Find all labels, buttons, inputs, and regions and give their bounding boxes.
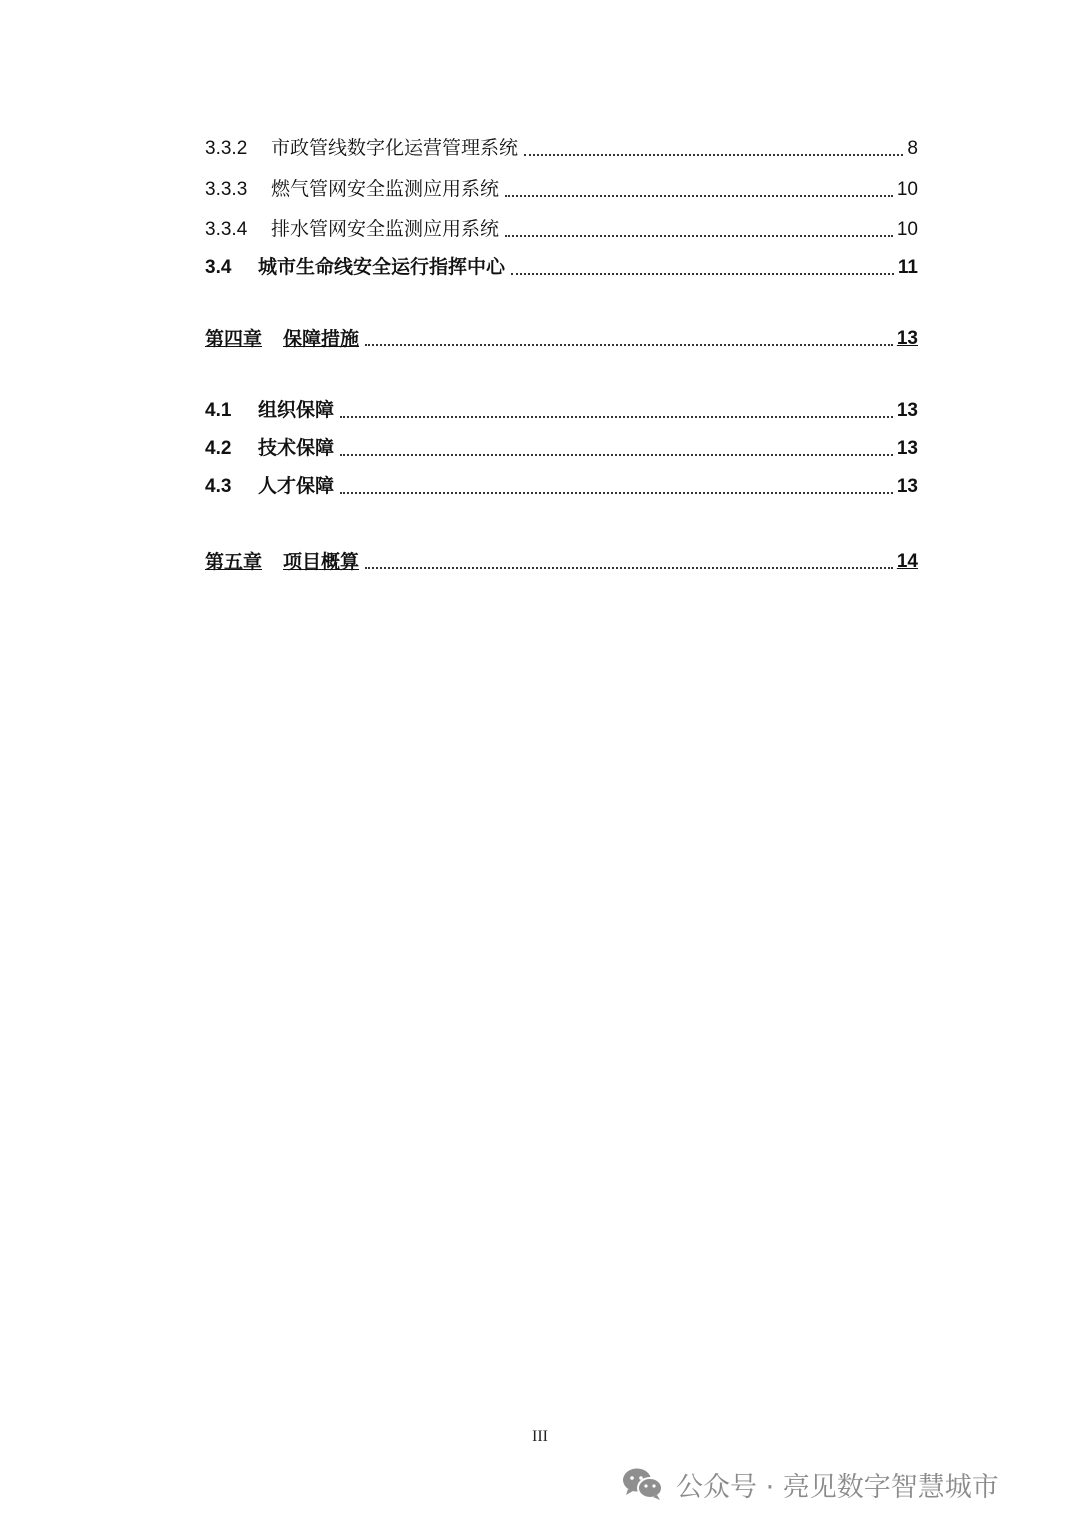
toc-entry-title: 人才保障	[258, 476, 335, 497]
toc-entry-page: 13	[896, 438, 918, 459]
toc-dot-leader	[511, 273, 894, 275]
toc-dot-leader	[340, 454, 893, 456]
toc-chapter-number: 第五章	[205, 551, 263, 573]
toc-entry-3-3-2[interactable]	[205, 132, 918, 162]
toc-entry-number: 3.3.2	[205, 138, 248, 159]
toc-chapter-title: 保障措施	[283, 328, 360, 350]
toc-entry-page: 14	[896, 551, 918, 572]
toc-dot-leader	[365, 567, 893, 569]
toc-entry-title: 组织保障	[258, 400, 335, 421]
toc-entry-page: 11	[897, 257, 918, 278]
toc-dot-leader	[524, 154, 903, 156]
toc-entry-3-3-3[interactable]	[205, 173, 918, 203]
toc-dot-leader	[340, 492, 893, 494]
toc-entry-page: 10	[896, 179, 918, 200]
toc-entry-number: 3.3.3	[205, 179, 248, 200]
toc-entry-title: 燃气管网安全监测应用系统	[271, 179, 500, 200]
toc-entry-title: 城市生命线安全运行指挥中心	[258, 257, 506, 278]
toc-dot-leader	[505, 195, 893, 197]
toc-entry-title: 市政管线数字化运营管理系统	[271, 138, 519, 159]
toc-entry-4-3[interactable]	[205, 470, 918, 500]
toc-entry-number: 4.2	[205, 438, 232, 459]
toc-entry-page: 13	[896, 476, 918, 497]
toc-entry-4-1[interactable]	[205, 394, 918, 424]
toc-chapter-number: 第四章	[205, 328, 263, 350]
toc-entry-page: 13	[896, 328, 918, 349]
toc-entry-number: 4.3	[205, 476, 232, 497]
toc-entry-3-4[interactable]	[205, 251, 918, 281]
toc-entry-page: 10	[896, 219, 918, 240]
watermark	[622, 1462, 999, 1506]
toc-entry-page: 8	[907, 138, 918, 159]
toc-entry-number: 4.1	[205, 400, 232, 421]
toc-dot-leader	[340, 416, 893, 418]
toc-chapter-5[interactable]	[205, 545, 918, 575]
toc-entry-number: 3.3.4	[205, 219, 248, 240]
toc-entry-3-3-4[interactable]	[205, 213, 918, 243]
toc-entry-title: 排水管网安全监测应用系统	[271, 219, 500, 240]
watermark-text: 公众号 · 亮见数字智慧城市	[676, 1471, 999, 1503]
wechat-icon	[622, 1467, 664, 1501]
toc-entry-number: 3.4	[205, 257, 232, 278]
toc-dot-leader	[505, 235, 893, 237]
toc-dot-leader	[365, 344, 893, 346]
toc-chapter-4[interactable]	[205, 322, 918, 352]
page-number: III	[532, 1428, 548, 1445]
toc-chapter-title: 项目概算	[283, 551, 360, 573]
toc-entry-title: 技术保障	[258, 438, 335, 459]
toc-entry-4-2[interactable]	[205, 432, 918, 462]
toc-entry-page: 13	[896, 400, 918, 421]
